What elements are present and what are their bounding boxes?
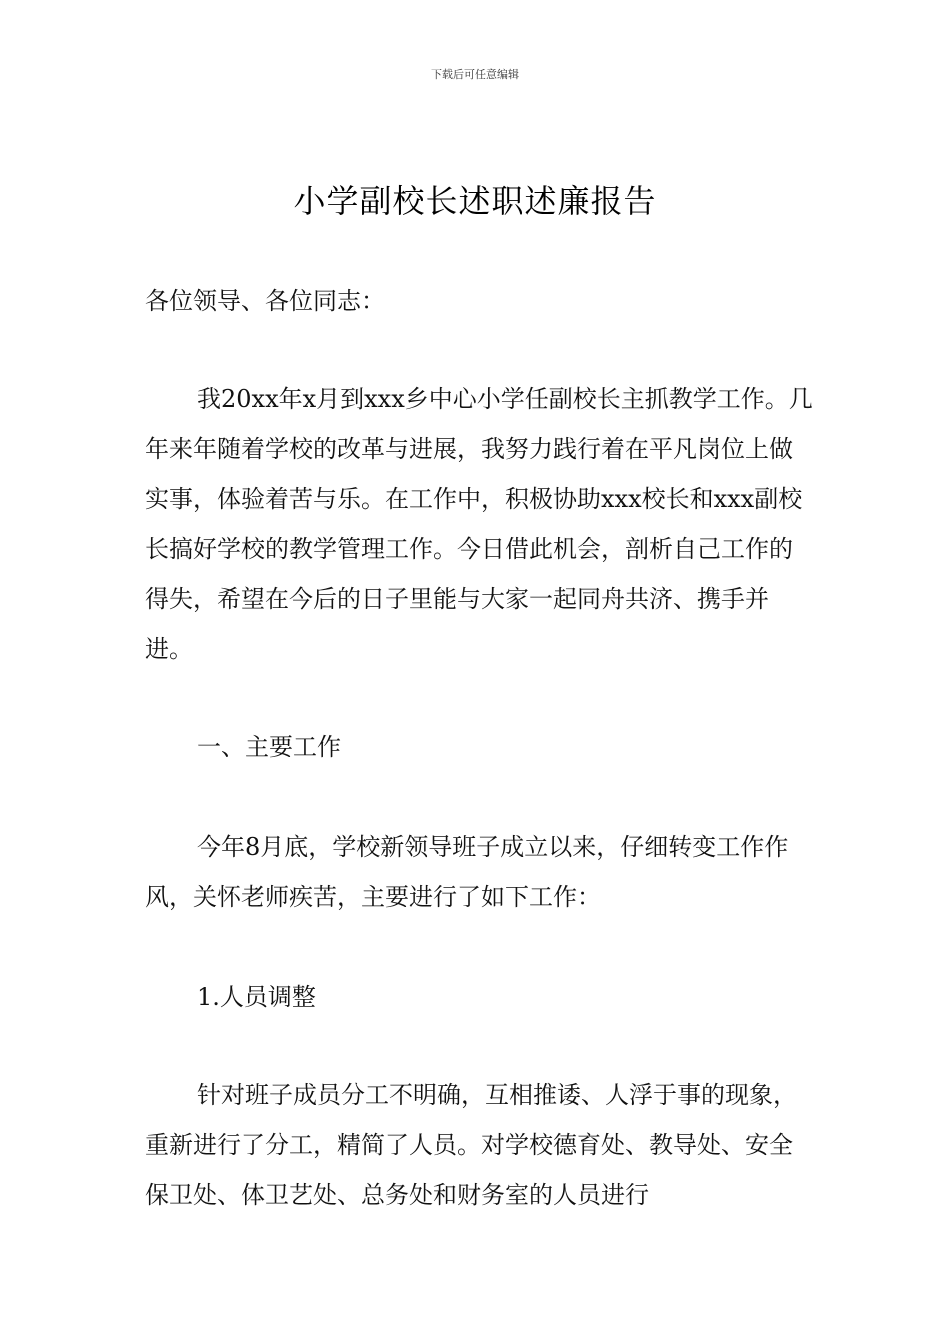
salutation: 各位领导、各位同志： — [145, 287, 385, 315]
subsection-heading: 1.人员调整 — [197, 983, 316, 1011]
header-note: 下载后可任意编辑 — [431, 68, 519, 81]
subsection-paragraph: 针对班子成员分工不明确，互相推诿、人浮于事的现象，重新进行了分工，精简了人员。对学校德育处、教导处、安全保卫处、体卫艺处、总务处和财务室的人员进行 — [145, 1081, 797, 1209]
section-paragraph: 今年8月底，学校新领导班子成立以来，仔细转变工作作风，关怀老师疾苦，主要进行了如下工作： — [145, 833, 789, 911]
document-title: 小学副校长述职述廉报告 — [293, 182, 657, 220]
section-heading: 一、主要工作 — [197, 733, 341, 761]
intro-paragraph: 我20xx年x月到xxx乡中心小学任副校长主抓教学工作。几年来年随着学校的改革与进展，我努力践行着在平凡岗位上做实事，体验着苦与乐。在工作中，积极协助xxx校长和xxx副校长搞好学校的教学管理工作。今日借此机会，剖析自己工作的得失，希望在今后的日子里能与大家一起同舟共济、携手并进。 — [145, 385, 813, 663]
